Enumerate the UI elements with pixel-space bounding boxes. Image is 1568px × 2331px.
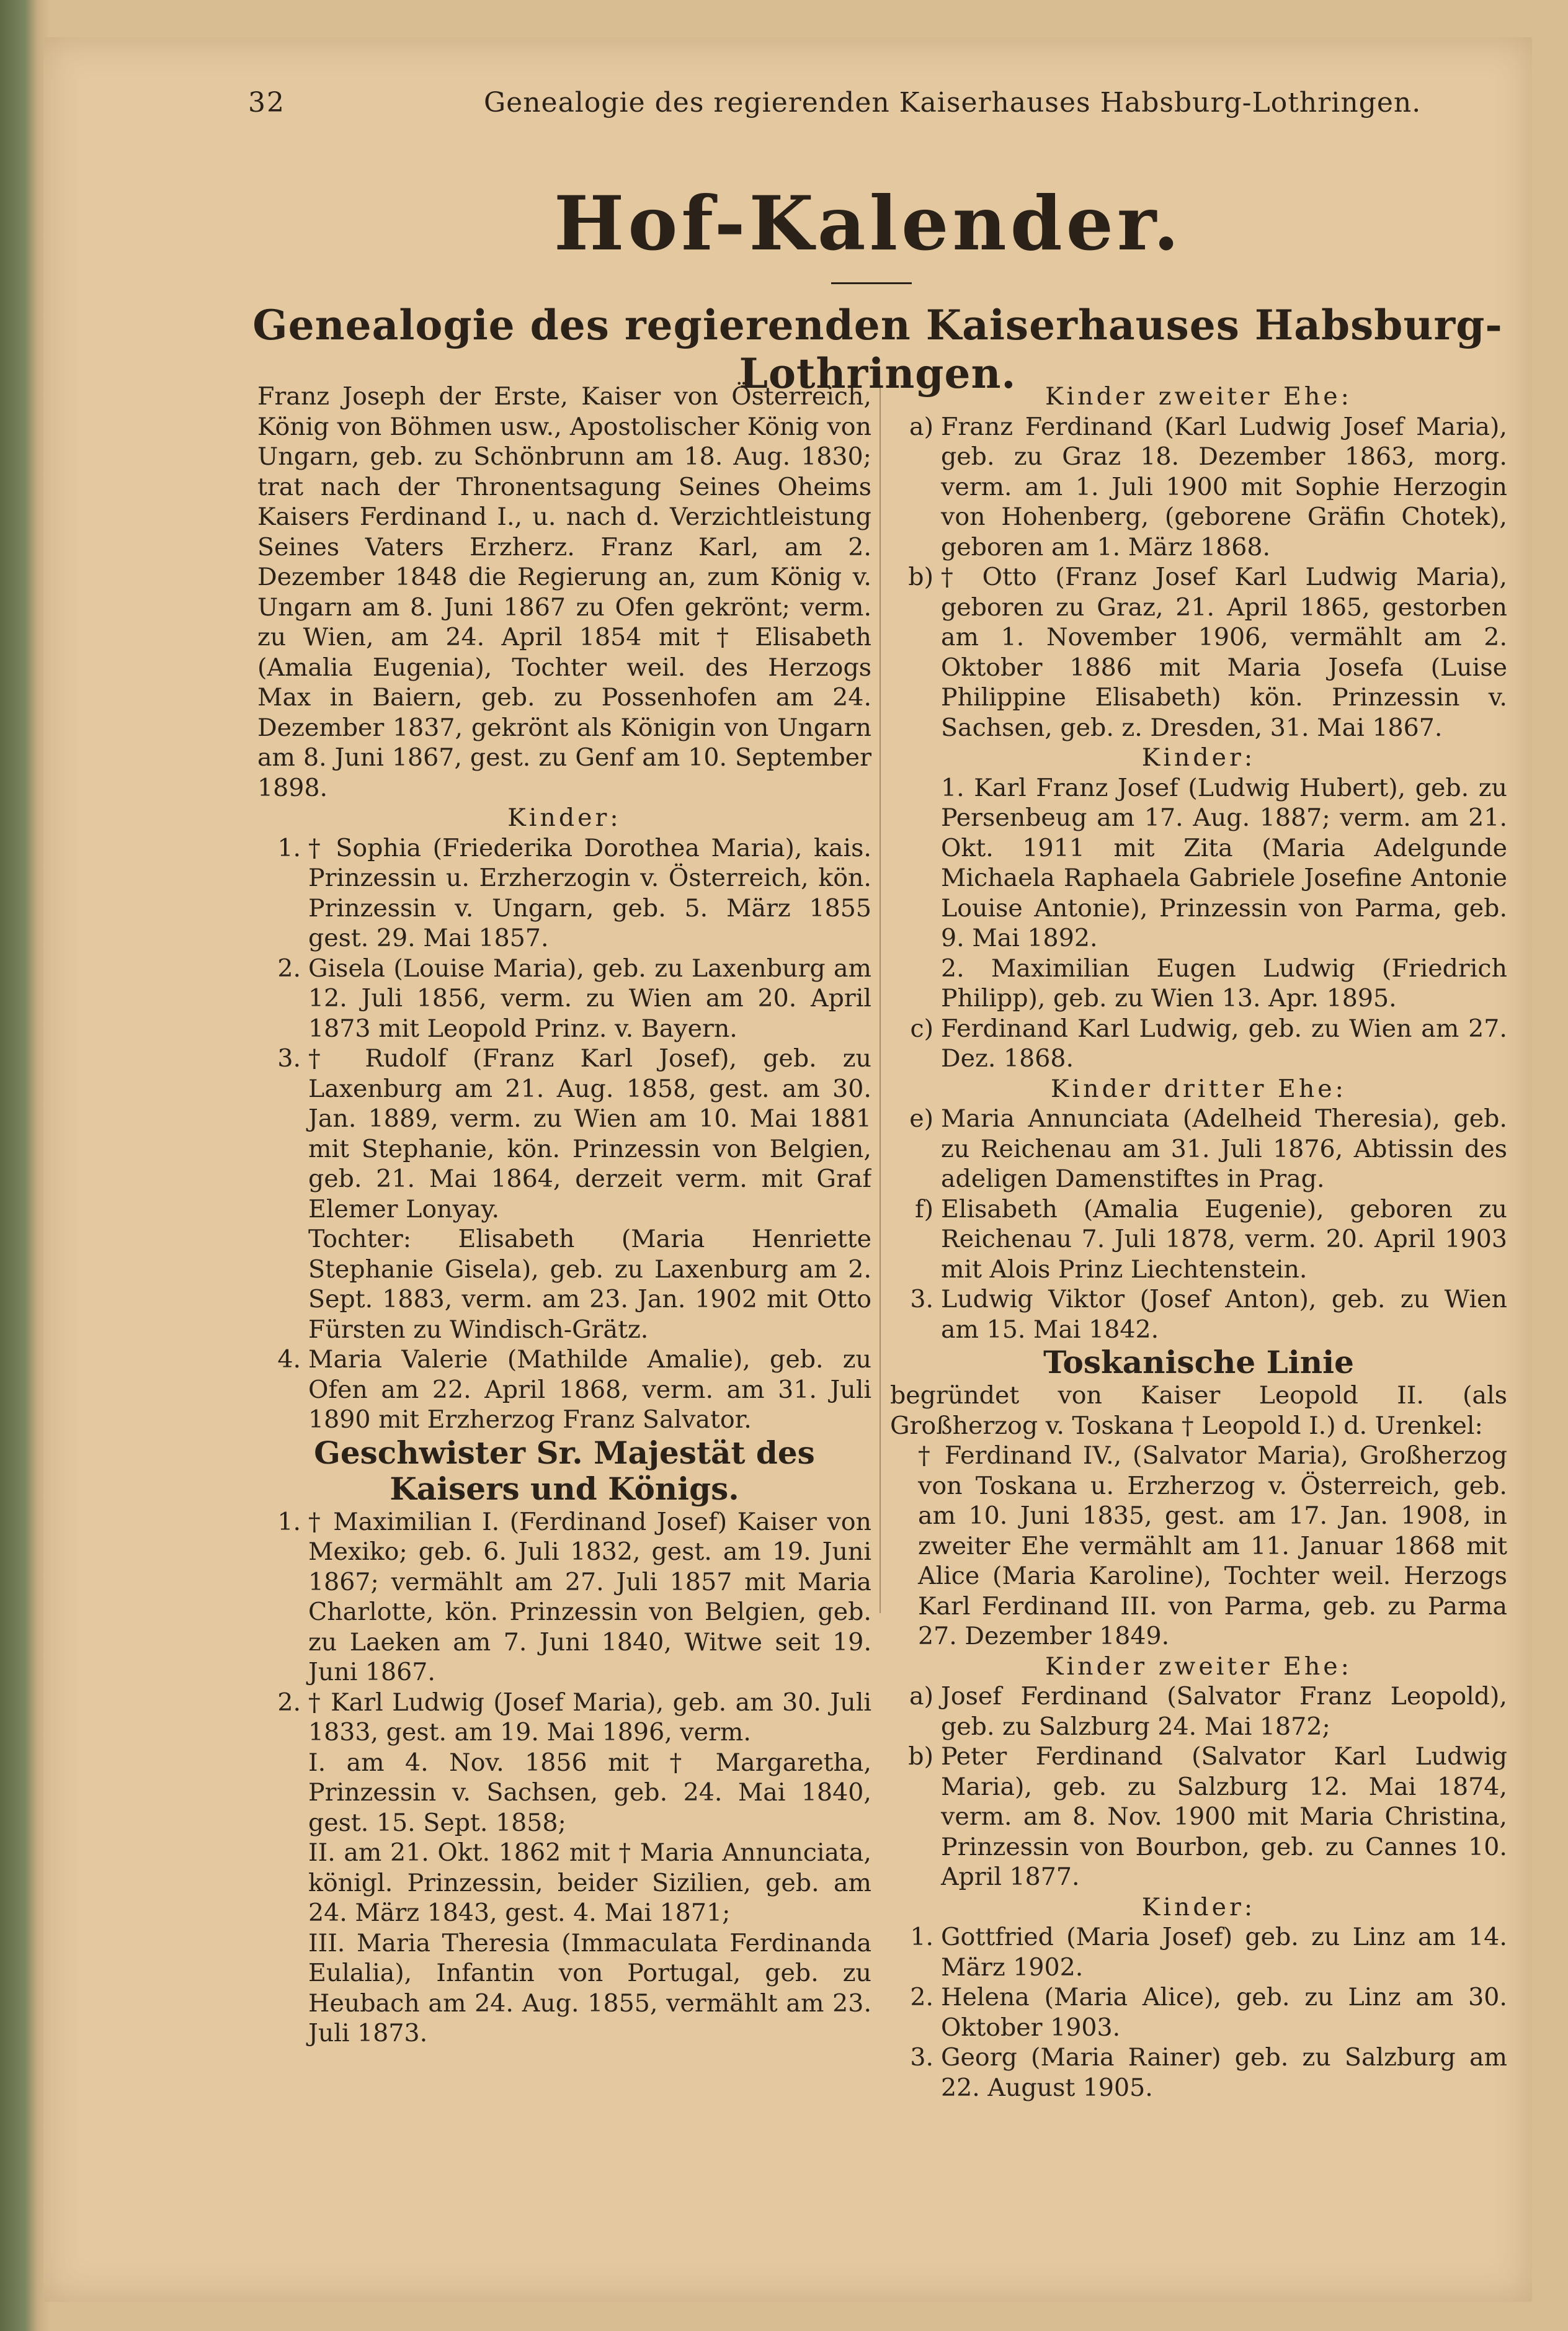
tuscan-children-heading: Kinder zweiter Ehe: bbox=[1045, 1652, 1352, 1681]
list-item: 4. Maria Valerie (Mathilde Amalie), geb. zu Ofen am 22. April 1868, verm. am 31. Juli 1890 mit Erzherzog Franz Salvator. bbox=[277, 1345, 871, 1434]
list-item: 2. Gisela (Louise Maria), geb. zu Laxenburg am 12. Juli 1856, verm. zu Wien am 20. April 1873 mit Leopold Prinz. v. Bayern. bbox=[277, 954, 871, 1043]
list-item: III. Maria Theresia (Immaculata Ferdinanda Eulalia), Infantin von Portugal, geb. zu Heubach am 24. Aug. 1855, vermählt am 23. Juli 1873. bbox=[308, 1928, 871, 2047]
list-item: 3. Georg (Maria Rainer) geb. zu Salzburg am 22. August 1905. bbox=[910, 2043, 1507, 2102]
list-item: 2. Helena (Maria Alice), geb. zu Linz am 30. Oktober 1903. bbox=[910, 1983, 1507, 2042]
list-item: a) Josef Ferdinand (Salvator Franz Leopold), geb. zu Salzburg 24. Mai 1872; bbox=[909, 1682, 1507, 1741]
list-item: I. am 4. Nov. 1856 mit † Margaretha, Prinzessin v. Sachsen, geb. 24. Mai 1840, gest. 15. Sept. 1858; bbox=[308, 1748, 871, 1837]
list-item: 1. † Sophia (Friederika Dorothea Maria), kais. Prinzessin u. Erzherzogin v. Österreich, kön. Prinzessin v. Ungarn, geb. 5. März 1855 gest. 29. Mai 1857. bbox=[277, 833, 871, 952]
children-heading: Kinder: bbox=[507, 803, 621, 832]
list-item: Tochter: Elisabeth (Maria Henriette Stephanie Gisela), geb. zu Laxenburg am 2. Sept. 1883, verm. am 23. Jan. 1902 mit Otto Fürsten zu Windisch-Grätz. bbox=[308, 1225, 871, 1344]
tuscan-line-title: Toskanische Linie bbox=[1043, 1344, 1354, 1380]
left-column bbox=[257, 382, 871, 2175]
list-item: 2. Maximilian Eugen Ludwig (Friedrich Philipp), geb. zu Wien 13. Apr. 1895. bbox=[941, 954, 1507, 1013]
page-subtitle: Genealogie des regierenden Kaiserhauses Habsburg-Lothringen. bbox=[252, 301, 1503, 398]
list-item: 3. Ludwig Viktor (Josef Anton), geb. zu Wien am 15. Mai 1842. bbox=[910, 1285, 1507, 1344]
list-item: 2. † Karl Ludwig (Josef Maria), geb. am 30. Juli 1833, gest. am 19. Mai 1896, verm. bbox=[277, 1688, 871, 1747]
right-column bbox=[890, 382, 1507, 2175]
third-marriage-heading: Kinder dritter Ehe: bbox=[1050, 1074, 1347, 1103]
column-divider bbox=[880, 385, 881, 1613]
peter-children-heading: Kinder: bbox=[1141, 1892, 1256, 1922]
list-item: 3. † Rudolf (Franz Karl Josef), geb. zu Laxenburg am 21. Aug. 1858, gest. am 30. Jan. 1889, verm. zu Wien am 10. Mai 1881 mit Stephanie, kön. Prinzessin von Belgien, geb. 21. Mai 1864, derzeit verm. mit Graf Elemer Lonyay. bbox=[277, 1044, 871, 1224]
list-item: 1. † Maximilian I. (Ferdinand Josef) Kaiser von Mexiko; geb. 6. Juli 1832, gest. am 19. Juni 1867; vermählt am 27. Juli 1857 mit Maria Charlotte, kön. Prinzessin von Belgien, geb. zu Laeken am 7. Juni 1840, Witwe seit 19. Juni 1867. bbox=[277, 1507, 871, 1686]
page-header bbox=[248, 87, 1551, 124]
list-item: e) Maria Annunciata (Adelheid Theresia), geb. zu Reichenau am 31. Juli 1876, Abtissin des adeligen Damenstiftes in Prag. bbox=[909, 1104, 1507, 1193]
list-item: b) † Otto (Franz Josef Karl Ludwig Maria), geboren zu Graz, 21. April 1865, gestorben am 1. November 1906, vermählt am 2. Oktober 1886 mit Maria Josefa (Luise Philippine Elisabeth) kön. Prinzessin v. Sachsen, geb. z. Dresden, 31. Mai 1867. bbox=[908, 563, 1507, 742]
running-title: Genealogie des regierenden Kaiserhauses Habsburg-Lothringen. bbox=[484, 87, 1422, 119]
list-item: b) Peter Ferdinand (Salvator Karl Ludwig Maria), geb. zu Salzburg 12. Mai 1874, verm. am 8. Nov. 1900 mit Maria Christina, Prinzessin von Bourbon, geb. zu Cannes 10. April 1877. bbox=[908, 1742, 1507, 1891]
tuscan-main-entry: † Ferdinand IV., (Salvator Maria), Großherzog von Toskana u. Erzherzog v. Österreich, geb. am 10. Juni 1835, gest. am 17. Jan. 1908, in zweiter Ehe vermählt am 11. Januar 1868 mit Alice (Maria Karoline), Tochter weil. Herzogs Karl Ferdinand III. von Parma, geb. zu Parma 27. Dezember 1849. bbox=[918, 1441, 1507, 1650]
emperor-entry: Franz Joseph der Erste, Kaiser von Österreich, König von Böhmen usw., Apostolischer König von Ungarn, geb. zu Schönbrunn am 18. Aug. 1830; trat nach der Thronentsagung Seines Oheims Kaisers Ferdinand I., u. nach d. Verzichtleistung Seines Vaters Erzherz. Franz Karl, am 2. Dezember 1848 die Regierung an, zum König v. Ungarn am 8. Juni 1867 zu Ofen gekrönt; verm. zu Wien, am 24. April 1854 mit † Elisabeth (Amalia Eugenia), Tochter weil. des Herzogs Max in Baiern, geb. zu Possenhofen am 24. Dezember 1837, gekrönt als Königin von Ungarn am 8. Juni 1867, gest. zu Genf am 10. September 1898. bbox=[257, 382, 871, 802]
page-number: 32 bbox=[248, 87, 285, 119]
list-item: 1. Karl Franz Josef (Ludwig Hubert), geb. zu Persenbeug am 17. Aug. 1887; verm. am 21. Okt. 1911 mit Zita (Maria Adelgunde Michaela Raphaela Gabriele Josefine Antonie Louise Antonie), Prinzessin von Parma, geb. 9. Mai 1892. bbox=[941, 773, 1507, 952]
list-item: a) Franz Ferdinand (Karl Ludwig Josef Maria), geb. zu Graz 18. Dezember 1863, morg. verm. am 1. Juli 1900 mit Sophie Herzogin von Hohenberg, (geborene Gräfin Chotek), geboren am 1. März 1868. bbox=[909, 412, 1507, 561]
siblings-title: Geschwister Sr. Majestät des Kaisers und Königs. bbox=[314, 1434, 815, 1507]
second-marriage-heading: Kinder zweiter Ehe: bbox=[1045, 382, 1352, 411]
title-rule bbox=[831, 282, 912, 284]
tuscan-intro: begründet von Kaiser Leopold II. (als Großherzog v. Toskana † Leopold I.) d. Urenkel: bbox=[890, 1381, 1507, 1440]
list-item: c) Ferdinand Karl Ludwig, geb. zu Wien am 27. Dez. 1868. bbox=[910, 1014, 1507, 1073]
list-item: II. am 21. Okt. 1862 mit † Maria Annunciata, königl. Prinzessin, beider Sizilien, geb. am 24. März 1843, gest. 4. Mai 1871; bbox=[308, 1838, 871, 1927]
list-item: f) Elisabeth (Amalia Eugenie), geboren zu Reichenau 7. Juli 1878, verm. 20. April 1903 mit Alois Prinz Liechtenstein. bbox=[914, 1194, 1507, 1284]
otto-children-heading: Kinder: bbox=[1141, 743, 1256, 772]
list-item: 1. Gottfried (Maria Josef) geb. zu Linz am 14. März 1902. bbox=[910, 1923, 1507, 1982]
page-title: Hof-Kalender. bbox=[553, 180, 1183, 267]
